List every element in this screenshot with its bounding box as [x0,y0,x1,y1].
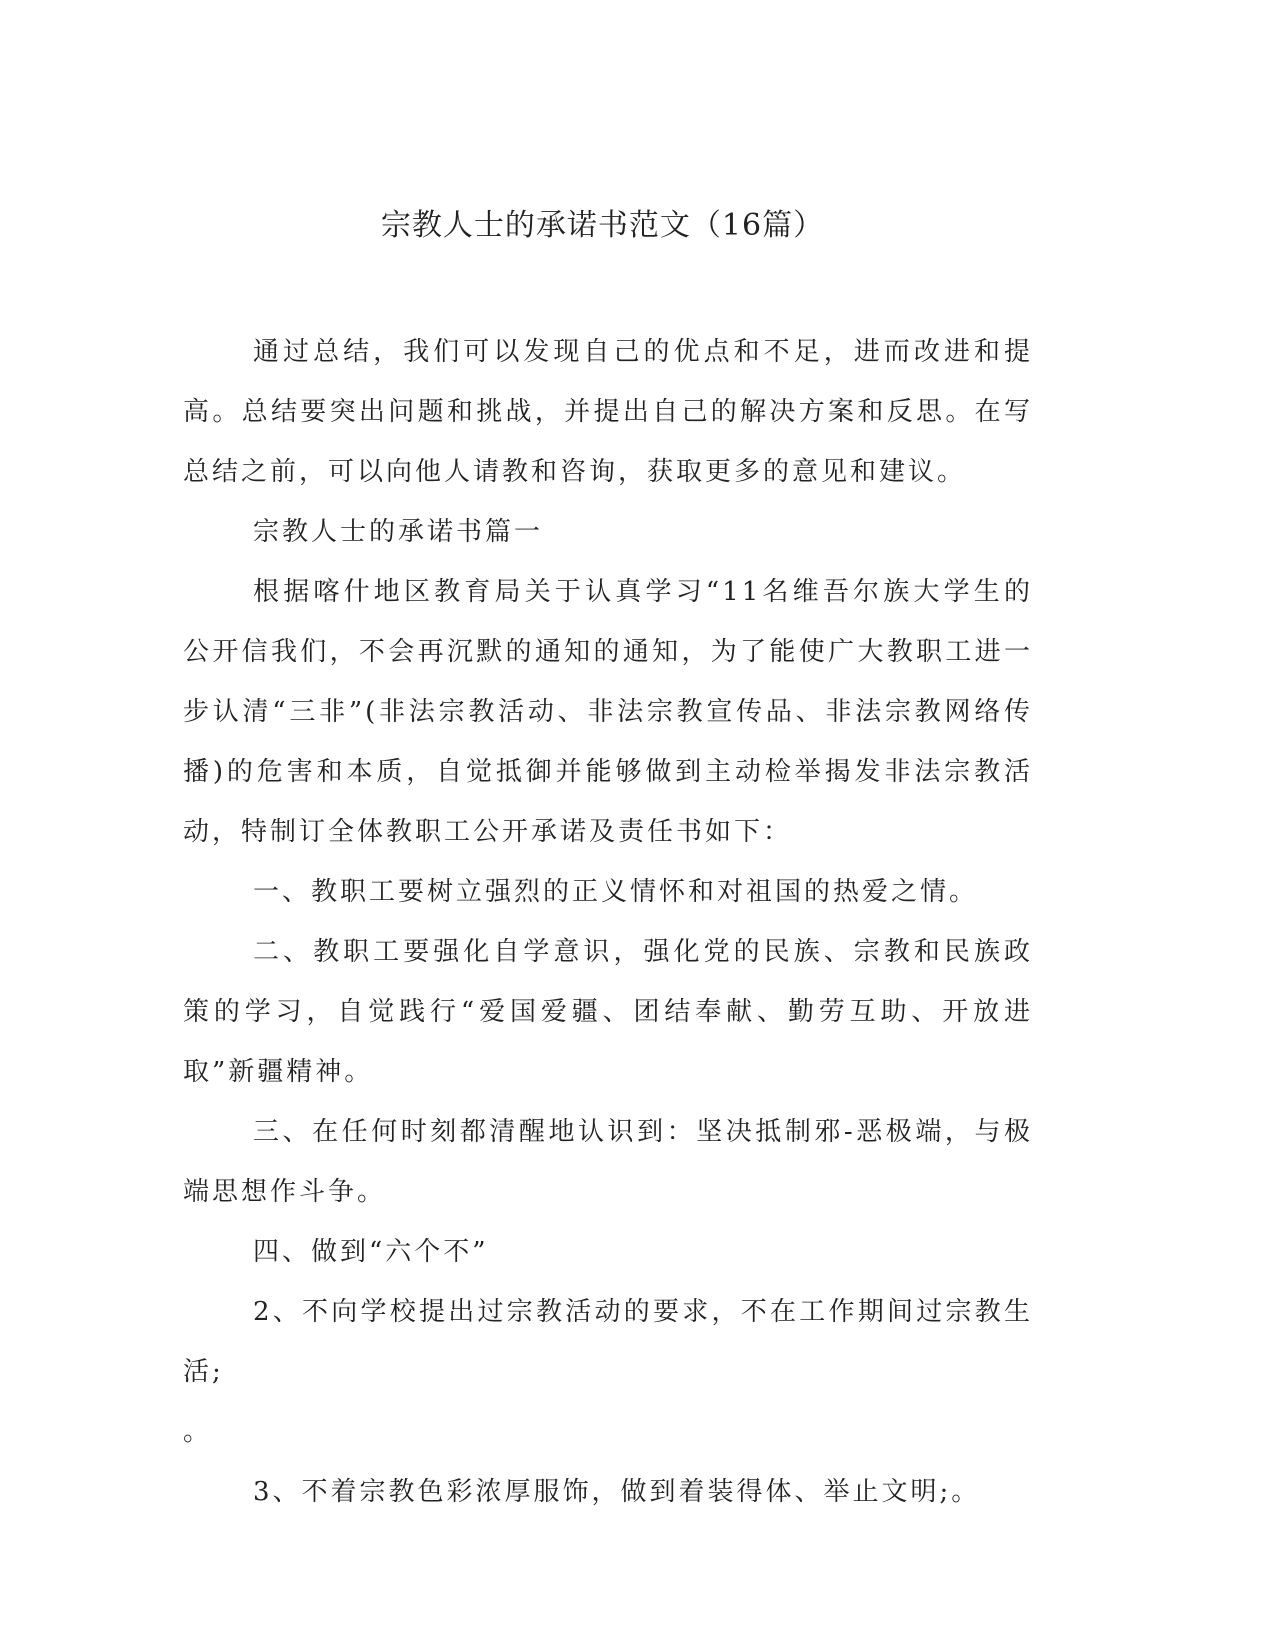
sub-item-2: 2、不向学校提出过宗教活动的要求，不在工作期间过宗教生活; [183,1297,1033,1387]
commitment-item-2: 二、教职工要强化自学意识，强化党的民族、宗教和民族政策的学习，自觉践行“爱国爱疆、团结奉献、勤劳互助、开放进取”新疆精神。 [183,937,1033,1087]
document-body [183,322,1033,1522]
body-paragraph: 根据喀什地区教育局关于认真学习“11名维吾尔族大学生的公开信我们，不会再沉默的通知的通知，为了能使广大教职工进一步认清“三非”(非法宗教活动、非法宗教宣传品、非法宗教网络传播)的危害和本质，自觉抵御并能够做到主动检举揭发非法宗教活动，特制订全体教职工公开承诺及责任书如下： [183,577,1033,847]
sub-item-3: 3、不着宗教色彩浓厚服饰，做到着装得体、举止文明;。 [253,1477,981,1507]
commitment-item-1: 一、教职工要树立强烈的正义情怀和对祖国的热爱之情。 [253,877,979,907]
commitment-item-3: 三、在任何时刻都清醒地认识到：坚决抵制邪-恶极端，与极端思想作斗争。 [183,1117,1033,1207]
section-heading: 宗教人士的承诺书篇一 [253,517,544,547]
document-title: 宗教人士的承诺书范文（16篇） [380,208,825,243]
intro-paragraph: 通过总结，我们可以发现自己的优点和不足，进而改进和提高。总结要突出问题和挑战，并提出自己的解决方案和反思。在写总结之前，可以向他人请教和咨询，获取更多的意见和建议。 [183,337,1033,487]
trailing-punctuation: 。 [183,1417,213,1447]
commitment-item-4: 四、做到“六个不” [253,1237,489,1267]
